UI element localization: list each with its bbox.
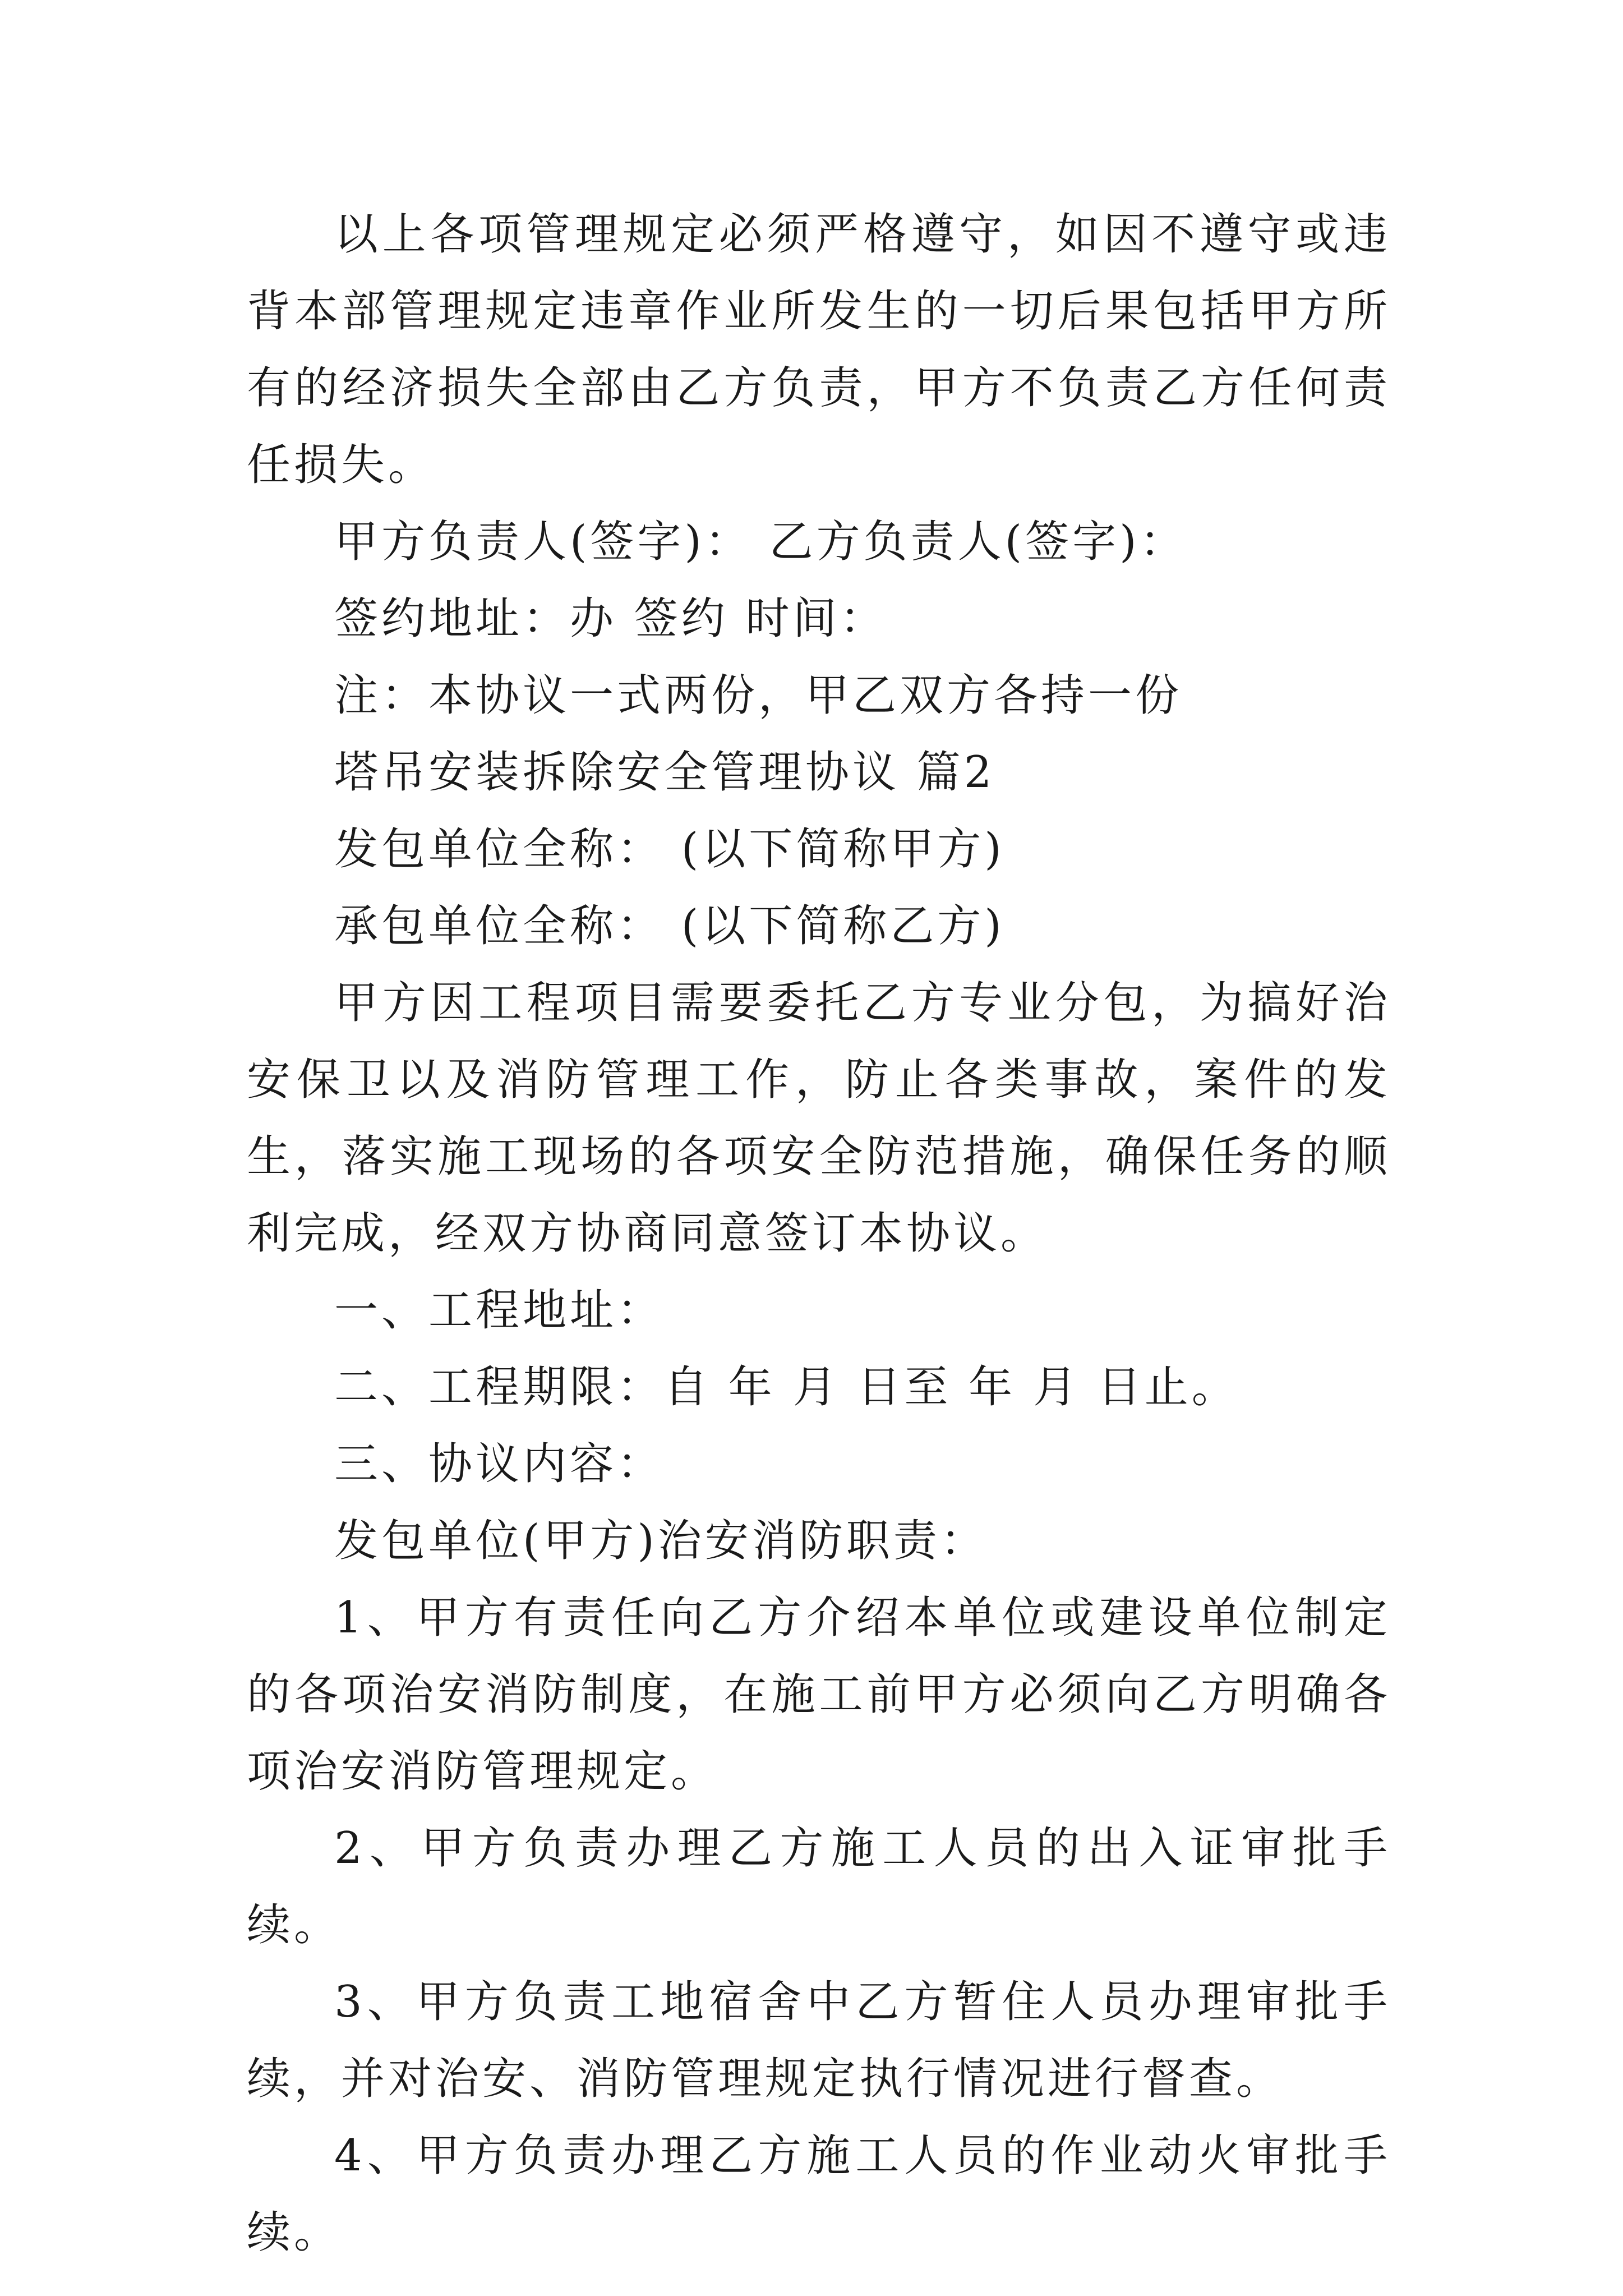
paragraph-agreement-content: 三、协议内容： [334,1439,665,1489]
paragraph-project-address: 一、工程地址： [334,1285,665,1336]
paragraph-party-b-name: 承包单位全称： (以下简称乙方) [334,901,1005,951]
paragraph-signatures: 甲方负责人(签字)： 乙方负责人(签字)： [334,517,1187,567]
paragraph-purpose: 甲方因工程项目需要委托乙方专业分包，为搞好治安保卫以及消防管理工作，防止各类事故，案件的发生，落实施工现场的各项安全防范措施，确保任务的顺利完成，经双方协商同意签订本协议。 [247,978,1391,1259]
list-item-duty-4: 4、甲方负责办理乙方施工人员的作业动火审批手续。 [247,2131,1391,2258]
list-item-duty-2: 2、甲方负责办理乙方施工人员的出入证审批手续。 [247,1823,1391,1950]
paragraph-party-a-duties-heading: 发包单位(甲方)治安消防职责： [334,1516,988,1566]
section-title-part-2: 塔吊安装拆除安全管理协议 篇2 [334,747,995,798]
paragraph-copies-note: 注：本协议一式两份，甲乙双方各持一份 [334,670,1183,721]
paragraph-party-a-name: 发包单位全称： (以下简称甲方) [334,824,1005,875]
paragraph-signing-place-time: 签约地址：办 签约 时间： [334,593,887,644]
list-item-duty-3: 3、甲方负责工地宿舍中乙方暂住人员办理审批手续，并对治安、消防管理规定执行情况进行督查。 [247,1977,1391,2104]
list-item-duty-1: 1、甲方有责任向乙方介绍本单位或建设单位制定的各项治安消防制度，在施工前甲方必须向乙方明确各项治安消防管理规定。 [247,1593,1391,1797]
document-body [247,196,1391,2271]
paragraph-project-period: 二、工程期限：自 年 月 日至 年 月 日止。 [334,1362,1239,1412]
paragraph-liability-clause: 以上各项管理规定必须严格遵守，如因不遵守或违背本部管理规定违章作业所发生的一切后果包括甲方所有的经济损失全部由乙方负责，甲方不负责乙方任何责任损失。 [247,209,1391,490]
